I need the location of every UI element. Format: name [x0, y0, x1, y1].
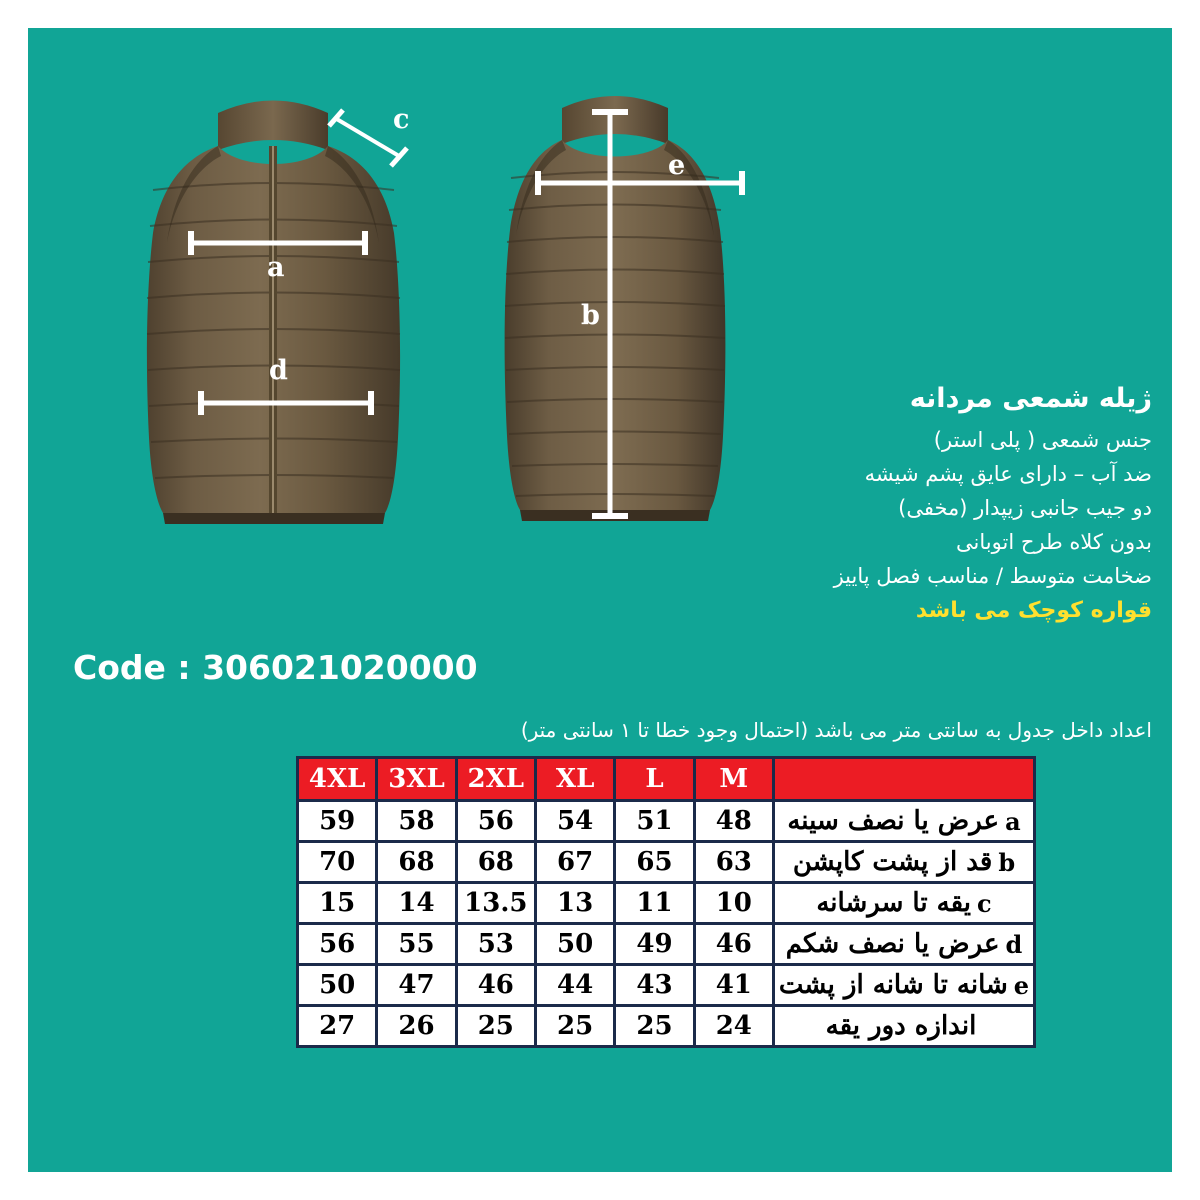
row-label-a: [775, 802, 1033, 840]
size-highlight-note: قواره کوچک می باشد: [915, 598, 1152, 623]
cell-b-4xl: 70: [299, 843, 375, 881]
cell-neck-m: 24: [696, 1007, 772, 1045]
table-row: [299, 966, 1033, 1004]
marker-b: b: [581, 300, 600, 331]
row-text-e: شانه تا شانه از پشت: [778, 970, 1008, 1000]
header-2xl: 2XL: [458, 759, 534, 799]
table-header-row: [299, 759, 1033, 799]
marker-c: c: [393, 104, 410, 135]
cell-neck-l: 25: [616, 1007, 692, 1045]
feature-3: دو جیب جانبی زیپدار (مخفی): [898, 496, 1152, 520]
row-label-b: [775, 843, 1033, 881]
table-row: [299, 925, 1033, 963]
teal-canvas: [28, 28, 1172, 1172]
cell-d-4xl: 56: [299, 925, 375, 963]
cell-e-l: 43: [616, 966, 692, 1004]
row-text-b: قد از پشت کاپشن: [792, 847, 993, 877]
cell-c-3xl: 14: [378, 884, 454, 922]
marker-e: e: [668, 150, 686, 181]
row-label-d: [775, 925, 1033, 963]
table-row: [299, 1007, 1033, 1045]
row-text-a: عرض یا نصف سینه: [787, 806, 1000, 836]
cell-neck-3xl: 26: [378, 1007, 454, 1045]
row-letter-e: e: [1013, 971, 1030, 1000]
feature-1: جنس شمعی ( پلی استر): [933, 428, 1152, 452]
cell-a-3xl: 58: [378, 802, 454, 840]
cell-b-3xl: 68: [378, 843, 454, 881]
cell-d-2xl: 53: [458, 925, 534, 963]
vest-front-illustration: [123, 58, 423, 538]
cell-c-m: 10: [696, 884, 772, 922]
row-letter-b: b: [998, 848, 1016, 877]
row-label-neck: [775, 1007, 1033, 1045]
row-text-neck: اندازه دور یقه: [825, 1011, 977, 1041]
feature-5: ضخامت متوسط / مناسب فصل پاییز: [833, 564, 1152, 588]
product-title: ژیله شمعی مردانه: [909, 383, 1152, 414]
cell-c-xl: 13: [537, 884, 613, 922]
cell-b-m: 63: [696, 843, 772, 881]
cell-neck-2xl: 25: [458, 1007, 534, 1045]
cell-e-m: 41: [696, 966, 772, 1004]
header-m: M: [696, 759, 772, 799]
cell-a-l: 51: [616, 802, 692, 840]
row-text-c: یقه تا سرشانه: [816, 888, 971, 918]
cell-e-3xl: 47: [378, 966, 454, 1004]
feature-2: ضد آب – دارای عایق پشم شیشه: [864, 462, 1152, 486]
measurement-note: اعداد داخل جدول به سانتی متر می باشد (احتمال وجود خطا تا ۱ سانتی متر): [520, 718, 1152, 742]
table-row: [299, 843, 1033, 881]
cell-neck-4xl: 27: [299, 1007, 375, 1045]
row-letter-c: c: [976, 889, 992, 918]
cell-e-4xl: 50: [299, 966, 375, 1004]
cell-b-xl: 67: [537, 843, 613, 881]
cell-a-m: 48: [696, 802, 772, 840]
product-description: [592, 383, 1152, 627]
cell-e-2xl: 46: [458, 966, 534, 1004]
cell-d-m: 46: [696, 925, 772, 963]
table-row: [299, 802, 1033, 840]
marker-d: d: [269, 355, 288, 386]
cell-c-4xl: 15: [299, 884, 375, 922]
cell-neck-xl: 25: [537, 1007, 613, 1045]
row-letter-d: d: [1005, 930, 1023, 959]
cell-d-3xl: 55: [378, 925, 454, 963]
header-3xl: 3XL: [378, 759, 454, 799]
measure-line-d: [193, 388, 383, 418]
cell-c-l: 11: [616, 884, 692, 922]
measure-line-e: [530, 168, 750, 198]
cell-b-2xl: 68: [458, 843, 534, 881]
cell-a-4xl: 59: [299, 802, 375, 840]
row-letter-a: a: [1005, 807, 1021, 836]
header-l: L: [616, 759, 692, 799]
marker-a: a: [267, 252, 285, 283]
size-table-wrapper: [296, 756, 1036, 1048]
cell-a-xl: 54: [537, 802, 613, 840]
header-4xl: 4XL: [299, 759, 375, 799]
feature-4: بدون کلاه طرح اتوبانی: [956, 530, 1152, 554]
table-row: [299, 884, 1033, 922]
header-xl: XL: [537, 759, 613, 799]
cell-e-xl: 44: [537, 966, 613, 1004]
size-table: [296, 756, 1036, 1048]
row-label-e: [775, 966, 1033, 1004]
header-measure-label: [775, 759, 1033, 799]
cell-d-xl: 50: [537, 925, 613, 963]
cell-d-l: 49: [616, 925, 692, 963]
cell-a-2xl: 56: [458, 802, 534, 840]
cell-c-2xl: 13.5: [458, 884, 534, 922]
cell-b-l: 65: [616, 843, 692, 881]
row-label-c: [775, 884, 1033, 922]
row-text-d: عرض یا نصف شکم: [785, 929, 1000, 959]
product-code: Code : 306021020000: [73, 648, 478, 687]
